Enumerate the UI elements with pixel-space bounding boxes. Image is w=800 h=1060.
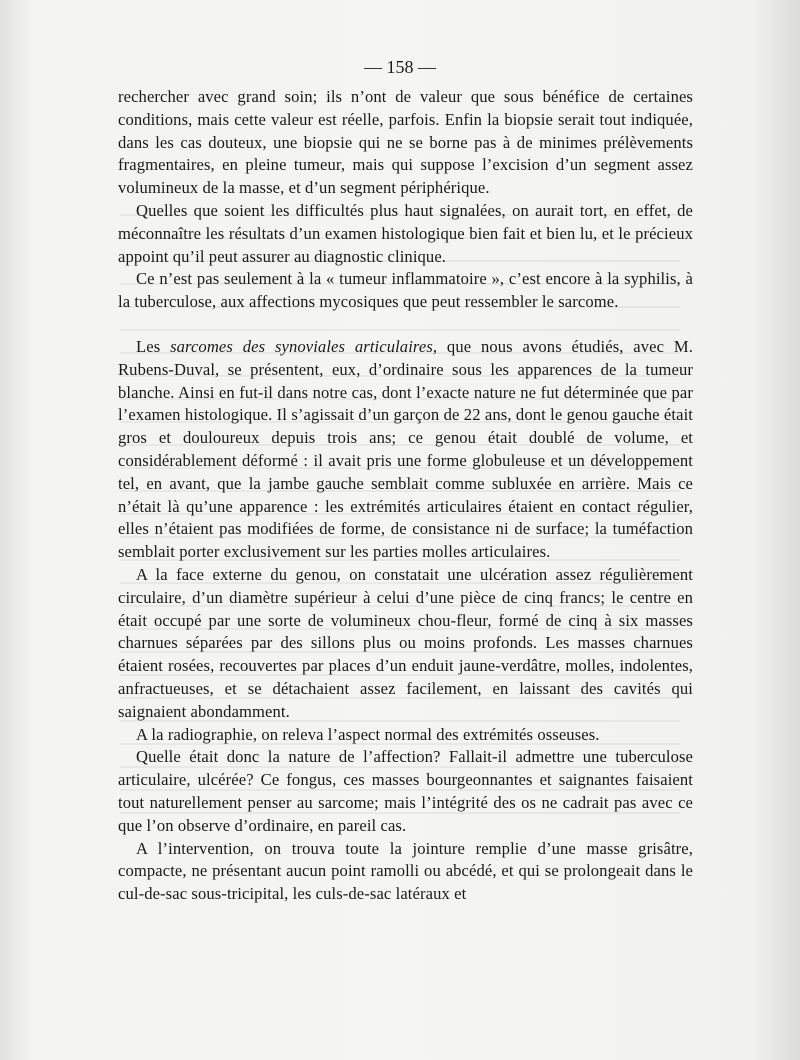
paragraph-1 (118, 86, 693, 200)
paragraph-8-text: A l’intervention, on trouva toute la jointure remplie d’une masse grisâtre, compacte, ne présentant aucun point ramolli ou abcédé, et qui se prolongeait dans le cul-de-sac sous-tricipital, les culs-de-sac latéraux et (118, 838, 693, 904)
paragraph-7 (118, 746, 693, 837)
paragraph-4-text: , que nous avons étudiés, avec M. Rubens-Duval, se présentent, eux, d’ordinaire sous les apparences de la tumeur blanche. Ainsi en fut-il dans notre cas, dont l’exacte nature ne fut déterminée que par l’examen histologique. Il s’agissait d’un garçon de 22 ans, dont le genou gauche était gros et douloureux depuis trois ans; ce genou était doublé de volume, et considérablement déformé : il avait pris une forme globuleuse et un développement tel, en avant, que la jambe gauche semblait comme subluxée en arrière. Mais ce n’était là qu’une apparence : les extrémités articulaires étaient en contact régulier, elles n’étaient pas modifiées de forme, de consistance ni de surface; la tuméfaction semblait porter exclusivement sur les parties molles articulaires. (118, 336, 693, 562)
paragraph-5-text: A la face externe du genou, on constatait une ulcération assez régulièrement circulaire, d’un diamètre supérieur à celui d’une pièce de cinq francs; le centre en était occupé par une sorte de volumineux chou-fleur, formé de cinq à six masses charnues séparées par des sillons plus ou moins profonds. Les masses charnues étaient rosées, recouvertes par places d’un enduit jaune-verdâtre, molles, indolentes, anfractueuses, et se détachaient assez facilement, en laissant des cavités qui saignaient abondamment. (118, 564, 693, 721)
paragraph-6-text: A la radiographie, on releva l’aspect normal des extrémités osseuses. (136, 724, 600, 744)
paragraph-8 (118, 838, 693, 906)
paragraph-1-text: rechercher avec grand soin; ils n’ont de valeur que sous bénéfice de certaines conditions, mais cette valeur est réelle, parfois. Enfin la biopsie serait tout indiquée, dans les cas douteux, une biopsie qui ne se borne pas à de minimes prélèvements fragmentaires, en pleine tumeur, mais qui suppose l’excision d’un segment assez volumineux de la masse, et d’un segment périphérique. (118, 87, 693, 198)
paragraph-4-prefix: Les (136, 336, 171, 356)
body-text (118, 86, 693, 906)
paragraph-2 (118, 200, 693, 268)
page-number: — 158 — (364, 57, 436, 77)
paragraph-4 (118, 336, 693, 564)
paragraph-3 (118, 268, 693, 314)
paragraph-4-italic: sarcomes des synoviales articulaires (170, 336, 433, 356)
paragraph-2-text: Quelles que soient les difficultés plus haut signalées, on aurait tort, en effet, de méconnaître les résultats d’un examen histologique bien fait et bien lu, et le précieux appoint qu’il peut assurer au diagnostic clinique. (118, 200, 693, 266)
paragraph-6 (118, 724, 693, 747)
paragraph-5 (118, 564, 693, 724)
paragraph-7-text: Quelle était donc la nature de l’affection? Fallait-il admettre une tuberculose articulaire, ulcérée? Ce fongus, ces masses bourgeonnantes et saignantes faisaient tout naturellement penser au sarcome; mais l’intégrité des os ne cadrait pas avec ce que l’on observe d’ordinaire, en pareil cas. (118, 747, 693, 835)
paragraph-3-text: Ce n’est pas seulement à la « tumeur inflammatoire », c’est encore à la syphilis, à la tuberculose, aux affections mycosiques que peut ressembler le sarcome. (118, 269, 693, 312)
